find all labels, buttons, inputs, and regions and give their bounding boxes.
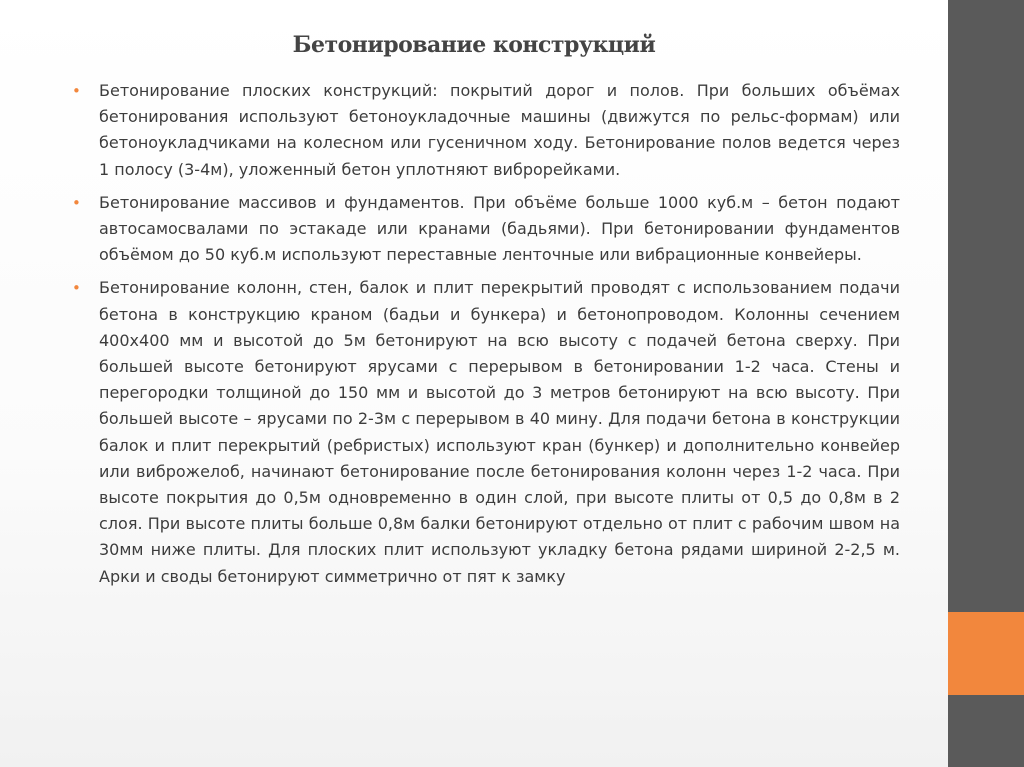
sidebar-accent-block — [948, 612, 1024, 695]
bullet-text: Бетонирование колонн, стен, балок и плит перекрытий проводят с использованием подачи бетона в конструкцию краном (бадьи и бункера) и бетонопроводом. Колонны сечением 400х400 мм и высотой до 5м бетонируют на всю высоту с подачей бетона сверху. При большей высоте бетонируют ярусами с перерывом в бетонировании 1-2 часа. Стены и перегородки толщиной до 150 мм и высотой до 3 метров бетонируют на всю высоту. При большей высоте – ярусами по 2-3м с перерывом в 40 мину. Для подачи бетона в конструкции балок и плит перекрытий (ребристых) используют кран (бункер) и дополнительно конвейер или виброжелоб, начинают бетонирование после бетонирования колонн через 1-2 часа. При высоте покрытия до 0,5м одновременно в один слой, при высоте плиты от 0,5 до 0,8м в 2 слоя. При высоте плиты больше 0,8м балки бетонируют отдельно от плит с рабочим швом на 30мм ниже плиты. Для плоских плит используют укладку бетона рядами шириной 2-2,5 м. Арки и своды бетонируют симметрично от пят к замку — [99, 278, 900, 586]
bullet-marker-icon: • — [72, 279, 81, 298]
bullet-marker-icon: • — [72, 193, 81, 212]
bullet-text: Бетонирование массивов и фундаментов. При объёме больше 1000 куб.м – бетон подают автосамосвалами по эстакаде или кранами (бадьями). При бетонировании фундаментов объёмом до 50 куб.м используют переставные ленточные или вибрационные конвейеры. — [99, 192, 900, 265]
bullet-item — [72, 275, 900, 589]
bullet-list — [72, 78, 900, 597]
bullet-text: Бетонирование плоских конструкций: покрытий дорог и полов. При больших объёмах бетонирования используют бетоноукладочные машины (движутся по рельс-формам) или бетоноукладчиками на колесном или гусеничном ходу. Бетонирование полов ведется через 1 полосу (3-4м), уложенный бетон уплотняют виброрейками. — [99, 81, 900, 179]
bullet-item — [72, 78, 900, 183]
bullet-item — [72, 190, 900, 269]
slide-title: Бетонирование конструкций — [292, 32, 656, 58]
bullet-marker-icon: • — [72, 82, 81, 100]
